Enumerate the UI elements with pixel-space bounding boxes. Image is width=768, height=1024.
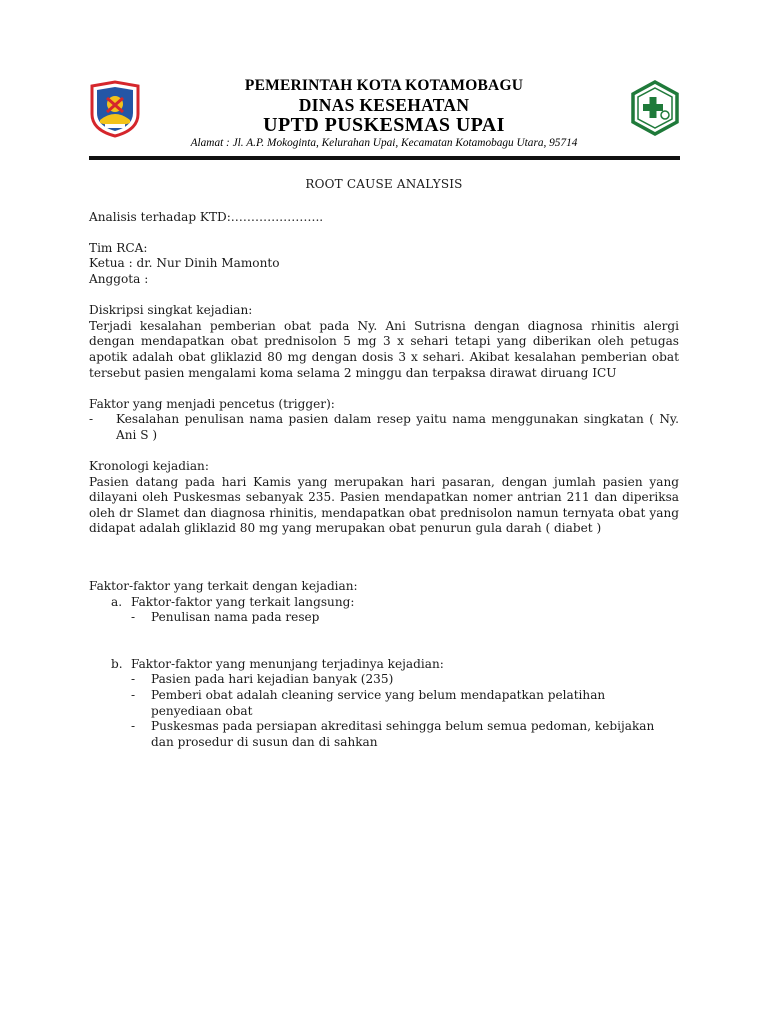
bullet-dash: - [131,610,136,625]
bullet-dash: - [89,412,94,427]
factors-b-heading [89,657,679,673]
list-item-text: Pasien pada hari kejadian banyak (235) [151,672,394,687]
health-cross-icon [628,80,682,136]
document-title: ROOT CAUSE ANALYSIS [305,177,463,191]
trigger-heading: Faktor yang menjadi pencetus (trigger): [89,396,335,411]
list-item [131,610,679,626]
analysis-line: Analisis terhadap KTD:………………….. [89,209,324,224]
list-item-text: Penulisan nama pada resep [151,610,320,625]
list-item [131,719,679,750]
factors-a-label: Faktor-faktor yang terkait langsung: [131,594,355,609]
list-item-text: Puskesmas pada persiapan akreditasi sehingga belum semua pedoman, kebijakan dan prosedur di susun dan di sahkan [151,719,655,749]
trigger-item-text: Kesalahan penulisan nama pasien dalam resep yaitu nama menggunakan singkatan ( Ny. Ani S ) [116,412,679,442]
team-heading: Tim RCA: [89,240,148,255]
bullet-dash: - [131,719,136,734]
description-text: Terjadi kesalahan pemberian obat pada Ny. Ani Sutrisna dengan diagnosa rhinitis alergi dengan mendapatkan obat prednisolon 5 mg 3 x sehari tetapi yang diberikan oleh petugas apotik adalah obat gliklazid 80 mg dengan dosis 3 x sehari. Akibat kesalahan pemberian obat tersebut pasien mengalami koma selama 2 minggu dan terpaksa dirawat diruang ICU [89,318,679,380]
factors-a-mark: a. [111,594,123,609]
bullet-dash: - [131,688,136,703]
team-members: Anggota : [89,271,149,286]
letterhead-address: Alamat : Jl. A.P. Mokoginta, Kelurahan Upai, Kecamatan Kotamobagu Utara, 95714 [190,137,578,149]
chronology-heading: Kronologi kejadian: [89,459,209,474]
letterhead-divider [89,156,680,160]
list-item-text: Pemberi obat adalah cleaning service yang belum mendapatkan pelatihan penyediaan obat [151,688,606,718]
factors-a-list [89,610,679,626]
team-leader: Ketua : dr. Nur Dinih Mamonto [89,256,280,271]
chronology-text: Pasien datang pada hari Kamis yang merupakan hari pasaran, dengan jumlah pasien yang dilayani oleh Puskesmas sebanyak 235. Pasien mendapatkan nomer antrian 211 dan diperiksa oleh dr Slamet dan diagnosa rhinitis, mendapatkan obat prednisolon namun ternyata obat yang didapat adalah gliklazid 80 mg yang merupakan obat penurun gula darah ( diabet ) [89,474,679,536]
letterhead-unit: UPTD PUSKESMAS UPAI [263,114,505,136]
trigger-item [89,412,679,443]
city-emblem-icon [88,80,142,138]
factors-b-mark: b. [111,656,123,671]
factors-a-heading [89,595,679,611]
document-body [89,177,679,750]
letterhead-department: DINAS KESEHATAN [298,95,470,115]
bullet-dash: - [131,672,136,687]
list-item [131,672,679,688]
description-heading: Diskripsi singkat kejadian: [89,303,253,318]
factors-b-list [89,672,679,750]
factors-b-label: Faktor-faktor yang menunjang terjadinya kejadian: [131,656,444,671]
list-item [131,688,679,719]
letterhead-government: PEMERINTAH KOTA KOTAMOBAGU [244,77,524,94]
factors-heading: Faktor-faktor yang terkait dengan kejadian: [89,579,358,594]
